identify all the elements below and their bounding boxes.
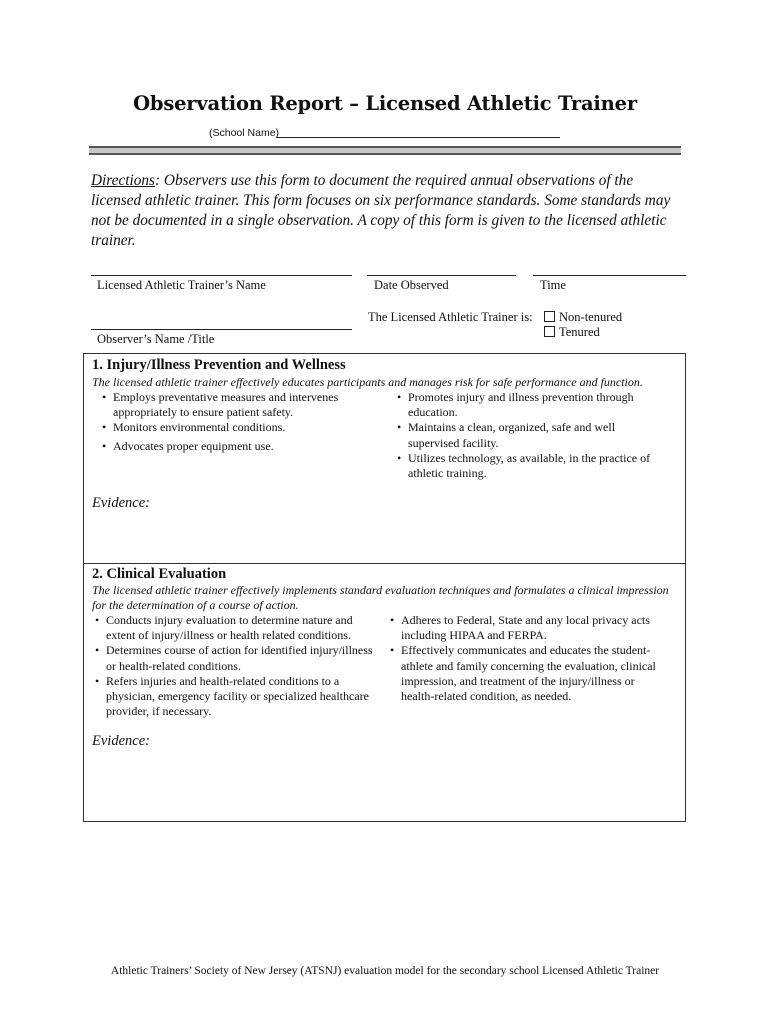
directions-paragraph [91,171,681,251]
header-divider [89,146,681,155]
list-item: • Conducts injury evaluation to determine nature and extent of injury/illness or health related conditions. [92,613,382,643]
page-title: Observation Report – Licensed Athletic Trainer [133,92,637,115]
school-name-field[interactable] [276,137,560,138]
evidence-label: Evidence: [92,733,150,749]
section-description: The licensed athletic trainer effectively educates participants and manages risk for safe performance and function. [92,375,643,389]
section-title: 2. Clinical Evaluation [92,566,227,582]
observer-name-label: Observer’s Name /Title [97,332,215,346]
tenured-checkbox[interactable] [544,326,555,337]
list-item: • Employs preventative measures and intervenes appropriately to ensure patient safety. [99,390,369,420]
section-description: The licensed athletic trainer effectively implements standard evaluation techniques and formulates a clinical impression for the determination of a course of action. [92,583,669,612]
trainer-name-field[interactable] [91,275,352,276]
time-field[interactable] [533,275,686,276]
evidence-field[interactable] [92,756,677,811]
evidence-field[interactable] [92,516,677,556]
time-label: Time [540,278,566,292]
list-item: • Maintains a clean, organized, safe and well supervised facility. [394,420,664,450]
list-item: • Promotes injury and illness prevention through education. [394,390,664,420]
list-item: • Adheres to Federal, State and any local privacy acts including HIPAA and FERPA. [387,613,667,643]
non-tenured-checkbox[interactable] [544,311,555,322]
trainer-status-label: The Licensed Athletic Trainer is: [368,310,533,324]
list-item: • Utilizes technology, as available, in the practice of athletic training. [394,451,664,481]
list-item: • Effectively communicates and educates the student-athlete and family concerning the evaluation, clinical impression, and treatment of the injury/illness or health-related condition, as needed. [387,643,667,704]
date-observed-field[interactable] [367,275,516,276]
section-injury-prevention [83,353,686,564]
list-item: • Refers injuries and health-related conditions to a physician, emergency facility or specialized healthcare provider, if necessary. [92,674,382,720]
indicator-list-left [92,613,382,719]
list-item: • Determines course of action for identified injury/illness or health-related conditions. [92,643,382,673]
page-footer: Athletic Trainers’ Society of New Jersey (ATSNJ) evaluation model for the secondary school Licensed Athletic Trainer [110,965,660,977]
list-item: • Monitors environmental conditions. [99,420,369,435]
section-clinical-evaluation [83,563,686,822]
list-item: • Advocates proper equipment use. [99,439,369,454]
evidence-label: Evidence: [92,495,150,511]
school-name-label: (School Name) [209,127,280,139]
non-tenured-option[interactable] [544,310,622,325]
directions-lead: Directions [91,172,156,189]
observer-name-field[interactable] [91,329,352,330]
date-observed-label: Date Observed [374,278,449,292]
section-title: 1. Injury/Illness Prevention and Wellness [92,357,346,373]
non-tenured-label: Non-tenured [559,310,623,324]
directions-text: : Observers use this form to document the required annual observations of the licensed athletic trainer. This form focuses on six performance standards. Some standards may not be documented in a single observation. A copy of this form is given to the licensed athletic trainer. [91,172,671,249]
trainer-name-label: Licensed Athletic Trainer’s Name [97,278,266,292]
tenured-option[interactable] [544,325,600,340]
indicator-list-right [387,613,667,704]
indicator-list-left [99,390,369,454]
tenured-label: Tenured [559,325,600,339]
indicator-list-right [394,390,664,481]
